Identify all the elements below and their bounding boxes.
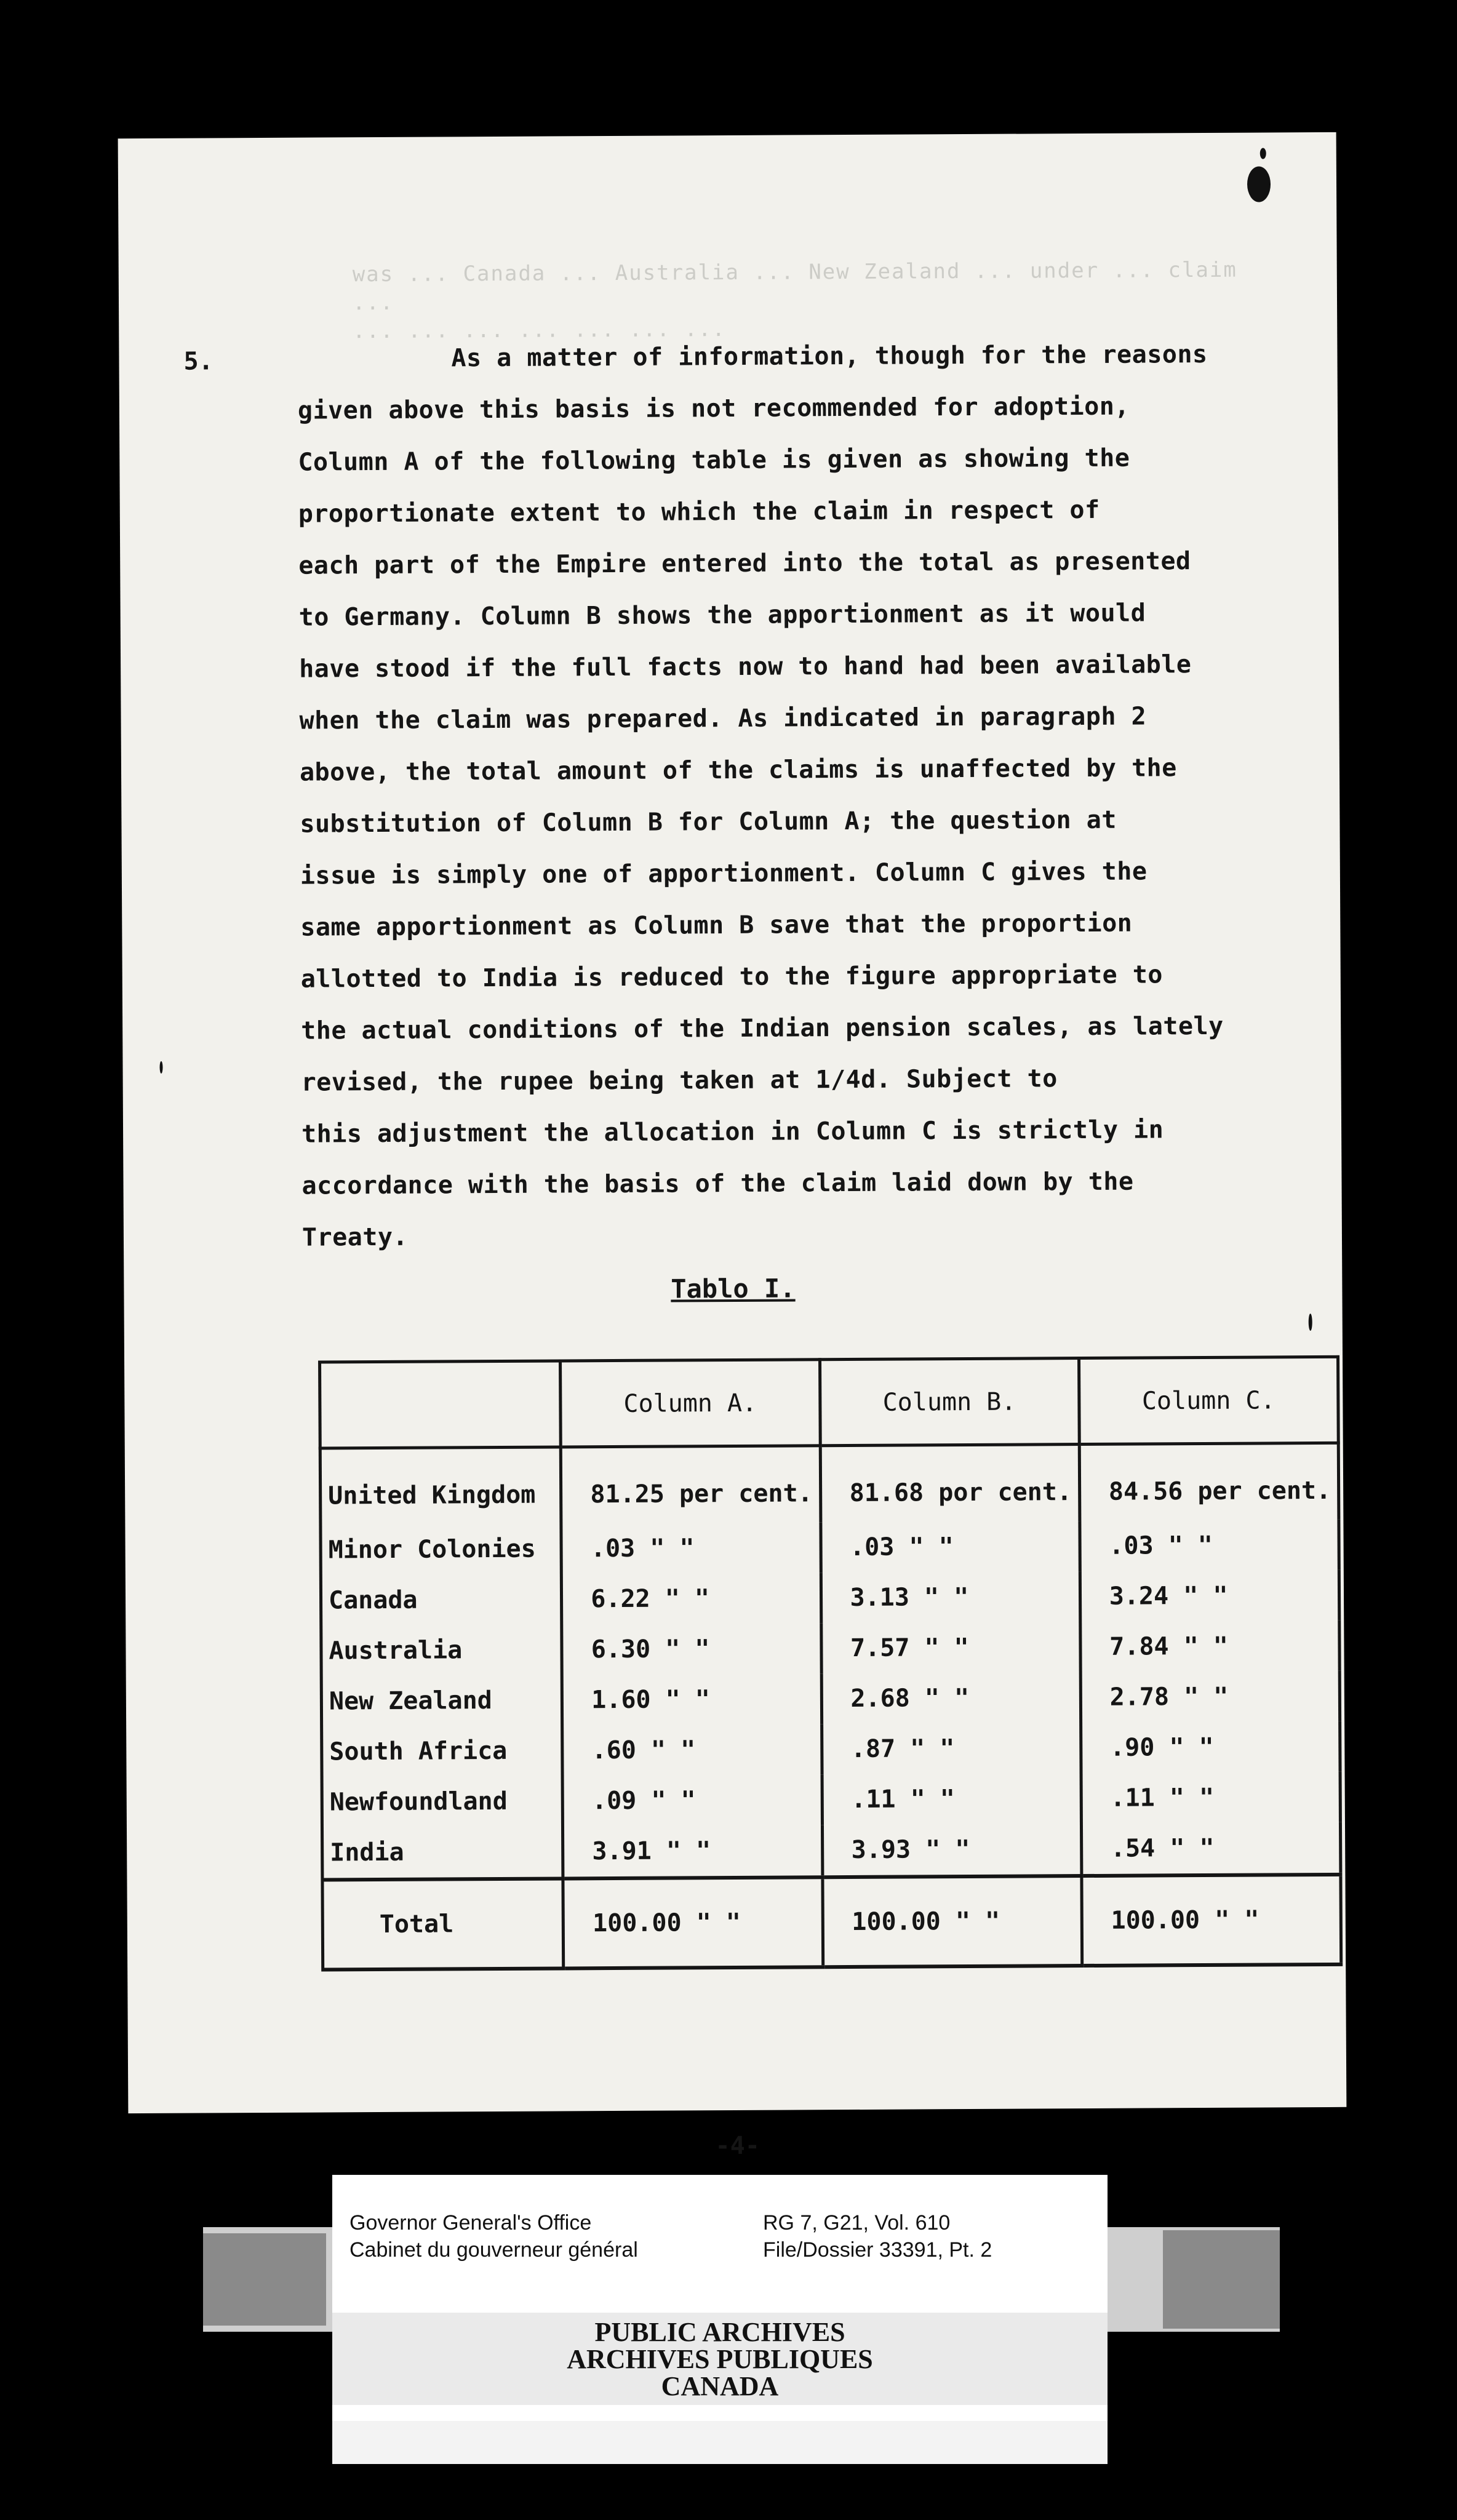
total-column-b: 100.00 " " <box>822 1876 1082 1967</box>
text-line: given above this basis is not recommended for adoption, <box>297 392 1130 425</box>
text-line: Treaty. <box>301 1222 409 1252</box>
text-line: allotted to India is reduced to the figure appropriate to <box>300 960 1164 994</box>
bleed-through-text: was ... Canada ... Australia ... New Zealand ... under ... claim ... ... ... ... ... ... ... ... <box>352 257 1237 344</box>
text-line: above, the total amount of the claims is unaffected by the <box>299 754 1177 787</box>
row-label: Minor Colonies <box>321 1523 562 1575</box>
archives-country: CANADA <box>661 2371 779 2401</box>
table-row <box>321 1520 1339 1576</box>
page-number: -4- <box>715 2131 760 2161</box>
cell-column-a: .03 " " <box>561 1522 821 1574</box>
table-header-column-c: Column C. <box>1079 1357 1338 1444</box>
cell-column-b: 7.57 " " <box>821 1622 1080 1673</box>
cell-column-c: .11 " " <box>1081 1772 1341 1824</box>
table-header-column-a: Column A. <box>561 1360 820 1447</box>
table-header-blank <box>320 1361 561 1448</box>
cell-column-a: 1.60 " " <box>562 1673 821 1725</box>
document-page <box>118 132 1347 2161</box>
office-block <box>349 2209 638 2263</box>
text-line: have stood if the full facts now to hand had been available <box>299 650 1192 684</box>
cell-column-c: .54 " " <box>1081 1822 1341 1876</box>
text-line: accordance with the basis of the claim laid down by the <box>301 1167 1134 1200</box>
archives-english: PUBLIC ARCHIVES <box>594 2317 845 2347</box>
cell-column-b: .03 " " <box>820 1521 1080 1573</box>
cell-column-c: 3.24 " " <box>1080 1570 1339 1622</box>
public-archives-stamp <box>332 2319 1108 2400</box>
cell-column-c: 2.78 " " <box>1080 1671 1340 1723</box>
cell-column-b: 2.68 " " <box>821 1672 1081 1724</box>
row-label: Canada <box>321 1574 562 1625</box>
ink-speck <box>1260 148 1266 159</box>
body-paragraph <box>297 328 1336 1264</box>
text-line: to Germany. Column B shows the apportionment as it would <box>298 599 1146 632</box>
text-line: Column A of the following table is given as showing the <box>298 444 1130 477</box>
office-english: Governor General's Office <box>349 2211 592 2235</box>
ink-speck <box>1309 1314 1312 1331</box>
cell-column-a: .09 " " <box>562 1774 822 1826</box>
archive-label <box>332 2175 1108 2421</box>
table-row <box>320 1443 1339 1525</box>
cell-column-b: .87 " " <box>821 1723 1081 1774</box>
table-caption: Tablo I. <box>671 1273 796 1304</box>
cell-column-a: 81.25 per cent. <box>561 1446 821 1524</box>
cell-column-c: .90 " " <box>1080 1721 1340 1773</box>
text-line: each part of the Empire entered into the total as presented <box>298 547 1191 580</box>
paragraph-number: 5. <box>183 347 214 376</box>
cell-column-a: 6.30 " " <box>562 1623 821 1675</box>
row-label: New Zealand <box>321 1675 562 1726</box>
total-column-a: 100.00 " " <box>563 1877 823 1968</box>
record-group-reference: RG 7, G21, Vol. 610 <box>763 2211 951 2235</box>
text-line: same apportionment as Column B save that the proportion <box>300 909 1133 942</box>
row-label: United Kingdom <box>320 1447 561 1525</box>
text-line: when the claim was prepared. As indicated in paragraph 2 <box>299 702 1147 735</box>
text-line: proportionate extent to which the claim in respect of <box>298 495 1100 528</box>
table-row <box>321 1570 1339 1626</box>
label-bottom-strip <box>332 2421 1108 2464</box>
table-total-row <box>322 1875 1341 1970</box>
row-label: Newfoundland <box>322 1776 563 1827</box>
row-label: Australia <box>321 1624 562 1676</box>
text-line: the actual conditions of the Indian pension scales, as lately <box>301 1011 1224 1045</box>
cell-column-c: .03 " " <box>1080 1520 1339 1571</box>
text-line: issue is simply one of apportionment. Column C gives the <box>300 857 1148 890</box>
table-row <box>322 1772 1340 1828</box>
cell-column-b: 81.68 por cent. <box>820 1445 1080 1523</box>
ink-blot <box>1247 166 1271 202</box>
backing-blot <box>203 2233 326 2326</box>
backing-blot <box>1163 2230 1280 2329</box>
row-label: South Africa <box>322 1725 563 1777</box>
office-french: Cabinet du gouverneur général <box>349 2238 638 2262</box>
apportionment-table <box>318 1355 1343 1972</box>
cell-column-a: 6.22 " " <box>562 1573 821 1624</box>
table-row <box>322 1822 1340 1880</box>
ink-speck <box>159 1061 162 1074</box>
cell-column-b: 3.13 " " <box>821 1571 1080 1623</box>
total-label: Total <box>322 1878 564 1969</box>
text-line: this adjustment the allocation in Column C is strictly in <box>301 1115 1164 1149</box>
table-header-row <box>320 1357 1339 1448</box>
archives-french: ARCHIVES PUBLIQUES <box>567 2344 873 2374</box>
total-column-c: 100.00 " " <box>1082 1875 1341 1966</box>
cell-column-c: 84.56 per cent. <box>1079 1443 1339 1521</box>
text-line: substitution of Column B for Column A; the question at <box>300 805 1117 839</box>
table-row <box>321 1671 1339 1727</box>
text-line: revised, the rupee being taken at 1/4d. Subject to <box>301 1064 1058 1097</box>
cell-column-a: .60 " " <box>562 1724 822 1776</box>
row-label: India <box>322 1826 563 1880</box>
reference-block <box>763 2209 992 2263</box>
cell-column-c: 7.84 " " <box>1080 1621 1340 1672</box>
table-row <box>322 1721 1340 1777</box>
cell-column-a: 3.91 " " <box>563 1825 823 1878</box>
text-line: As a matter of information, though for the reasons <box>451 340 1208 373</box>
cell-column-b: .11 " " <box>822 1773 1082 1825</box>
file-reference: File/Dossier 33391, Pt. 2 <box>763 2238 992 2262</box>
table-header-column-b: Column B. <box>820 1358 1079 1446</box>
table-row <box>321 1621 1339 1677</box>
cell-column-b: 3.93 " " <box>822 1824 1082 1877</box>
